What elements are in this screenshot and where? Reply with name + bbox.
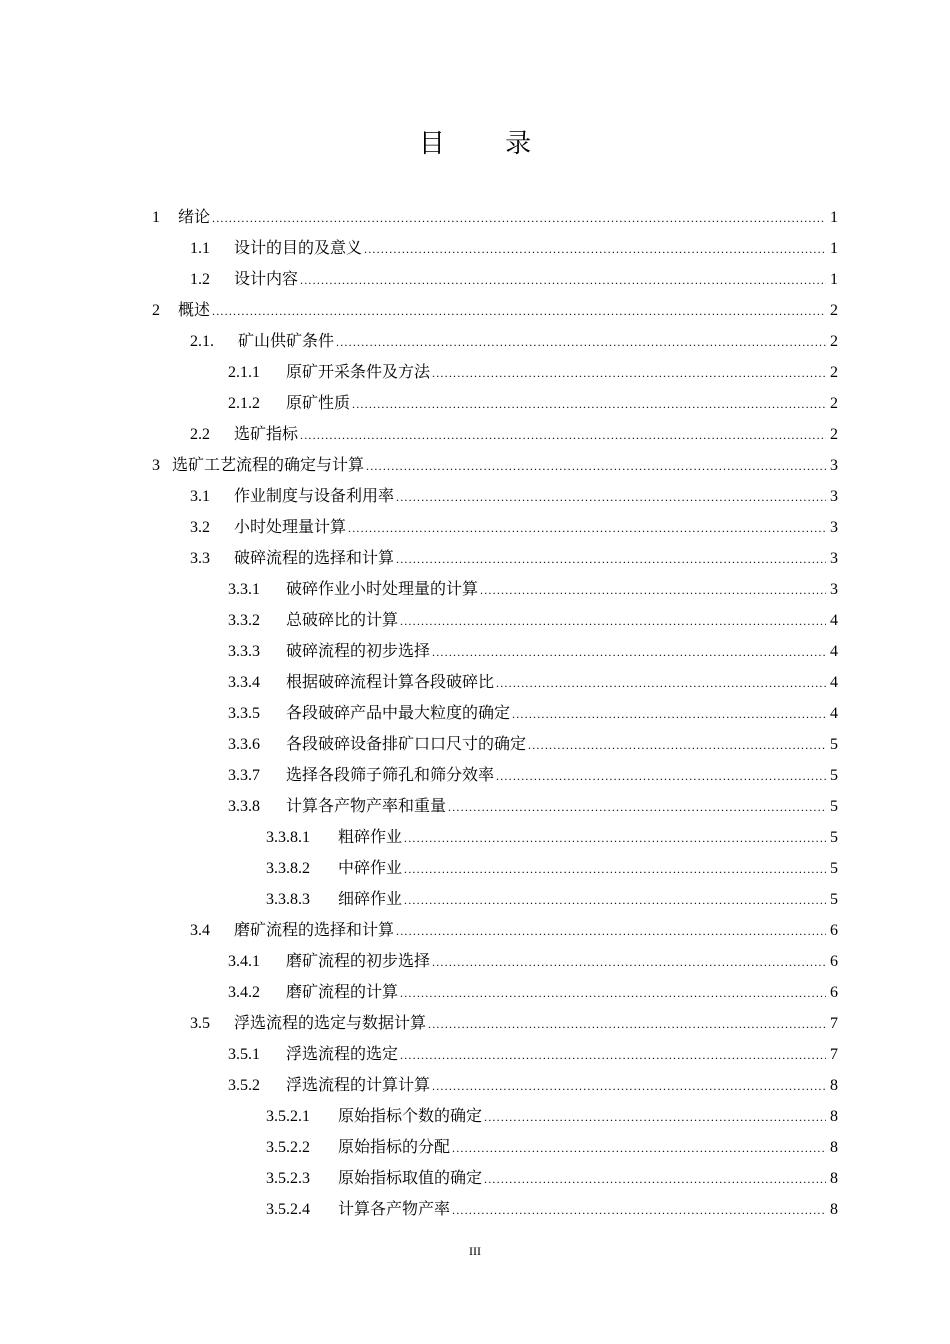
- toc-entry-number: 2.1.1: [228, 364, 260, 381]
- dot-leader: [484, 1164, 826, 1195]
- toc-entry-number: 2.2: [190, 426, 210, 443]
- toc-entry-label: 选择各段筛子筛孔和筛分效率: [286, 765, 495, 784]
- toc-entry[interactable]: [150, 635, 838, 666]
- toc-entry-page: 3: [830, 550, 838, 567]
- toc-entry-number: 3.5.2: [228, 1077, 260, 1094]
- toc-entry-label: 计算各产物产率和重量: [286, 796, 447, 815]
- toc-entry[interactable]: [150, 1193, 838, 1224]
- dot-leader: [432, 637, 826, 668]
- toc-entry-page: 5: [830, 736, 838, 753]
- toc-entry-label: 计算各产物产率: [338, 1199, 451, 1218]
- dot-leader: [428, 1009, 826, 1040]
- toc-entry[interactable]: [150, 356, 838, 387]
- toc-entry-label: 各段破碎产品中最大粒度的确定: [286, 703, 511, 722]
- dot-leader: [432, 1071, 826, 1102]
- toc-entry-page: 5: [830, 829, 838, 846]
- toc-entry[interactable]: [150, 945, 838, 976]
- dot-leader: [512, 699, 826, 730]
- dot-leader: [352, 389, 826, 420]
- toc-entry[interactable]: [150, 1131, 838, 1162]
- dot-leader: [528, 730, 826, 761]
- toc-entry-number: 3.2: [190, 519, 210, 536]
- toc-entry-page: 8: [830, 1201, 838, 1218]
- toc-entry-label: 浮选流程的计算计算: [286, 1075, 431, 1094]
- toc-entry-label: 设计的目的及意义: [234, 238, 363, 257]
- toc-entry-label: 破碎作业小时处理量的计算: [286, 579, 479, 598]
- toc-entry[interactable]: [150, 728, 838, 759]
- toc-entry-label: 原始指标的分配: [338, 1137, 451, 1156]
- toc-entry-page: 4: [830, 612, 838, 629]
- toc-entry-page: 3: [830, 457, 838, 474]
- dot-leader: [348, 513, 826, 544]
- toc-entry-page: 6: [830, 922, 838, 939]
- toc-entry-number: 3.3.8.1: [266, 829, 310, 846]
- toc-entry-number: 2.1.: [190, 333, 214, 350]
- toc-entry-page: 2: [830, 302, 838, 319]
- toc-entry-page: 8: [830, 1139, 838, 1156]
- toc-entry-label: 概述: [178, 300, 211, 319]
- page-title: 目 录: [418, 129, 558, 159]
- table-of-contents: [150, 201, 838, 1224]
- toc-entry-page: 7: [830, 1015, 838, 1032]
- toc-entry-label: 磨矿流程的初步选择: [286, 951, 431, 970]
- dot-leader: [212, 203, 826, 234]
- toc-entry-number: 3.3.8: [228, 798, 260, 815]
- toc-entry-number: 1.2: [190, 271, 210, 288]
- dot-leader: [364, 234, 826, 265]
- toc-entry-number: 1.1: [190, 240, 210, 257]
- dot-leader: [400, 1040, 826, 1071]
- toc-entry-label: 粗碎作业: [338, 827, 403, 846]
- dot-leader: [480, 575, 826, 606]
- dot-leader: [400, 606, 826, 637]
- toc-entry[interactable]: [150, 1100, 838, 1131]
- dot-leader: [404, 885, 826, 916]
- toc-entry-page: 2: [830, 364, 838, 381]
- toc-entry-label: 矿山供矿条件: [238, 331, 335, 350]
- toc-entry-label: 磨矿流程的计算: [286, 982, 399, 1001]
- page-number-footer: III: [469, 1244, 481, 1258]
- toc-entry-label: 绪论: [178, 207, 211, 226]
- toc-entry-label: 破碎流程的初步选择: [286, 641, 431, 660]
- toc-entry[interactable]: [150, 914, 838, 945]
- toc-entry-label: 小时处理量计算: [234, 517, 347, 536]
- toc-entry-number: 3.4.2: [228, 984, 260, 1001]
- toc-entry-number: 3.3.5: [228, 705, 260, 722]
- toc-entry-number: 3.5.1: [228, 1046, 260, 1063]
- toc-entry-page: 6: [830, 984, 838, 1001]
- toc-entry-page: 2: [830, 395, 838, 412]
- dot-leader: [300, 265, 826, 296]
- dot-leader: [366, 451, 826, 482]
- dot-leader: [300, 420, 826, 451]
- toc-entry-page: 2: [830, 333, 838, 350]
- toc-entry-page: 5: [830, 798, 838, 815]
- toc-entry[interactable]: [150, 1162, 838, 1193]
- toc-entry[interactable]: [150, 480, 838, 511]
- toc-entry-page: 7: [830, 1046, 838, 1063]
- toc-entry-label: 原始指标取值的确定: [338, 1168, 483, 1187]
- toc-entry-page: 3: [830, 488, 838, 505]
- dot-leader: [432, 947, 826, 978]
- dot-leader: [336, 327, 826, 358]
- toc-entry[interactable]: [150, 542, 838, 573]
- toc-entry-number: 3.5.2.4: [266, 1201, 310, 1218]
- toc-entry-page: 5: [830, 860, 838, 877]
- dot-leader: [496, 761, 826, 792]
- toc-entry[interactable]: [150, 263, 838, 294]
- toc-entry-label: 破碎流程的选择和计算: [234, 548, 395, 567]
- dot-leader: [396, 482, 826, 513]
- toc-entry-page: 1: [830, 240, 838, 257]
- toc-entry[interactable]: [150, 325, 838, 356]
- toc-entry-number: 1: [152, 209, 160, 226]
- toc-entry-page: 4: [830, 705, 838, 722]
- toc-entry-page: 4: [830, 674, 838, 691]
- toc-entry-label: 选矿工艺流程的确定与计算: [172, 455, 365, 474]
- toc-entry-page: 8: [830, 1170, 838, 1187]
- toc-entry-label: 各段破碎设备排矿口口尺寸的确定: [286, 734, 527, 753]
- toc-entry[interactable]: [150, 418, 838, 449]
- dot-leader: [452, 1133, 826, 1164]
- toc-entry-page: 5: [830, 767, 838, 784]
- dot-leader: [400, 978, 826, 1009]
- toc-entry[interactable]: [150, 790, 838, 821]
- toc-entry[interactable]: [150, 883, 838, 914]
- toc-entry-label: 浮选流程的选定: [286, 1044, 399, 1063]
- toc-entry-label: 作业制度与设备利用率: [234, 486, 395, 505]
- toc-entry-page: 1: [830, 271, 838, 288]
- toc-entry-number: 3: [152, 457, 160, 474]
- toc-entry[interactable]: [150, 666, 838, 697]
- toc-entry-label: 浮选流程的选定与数据计算: [234, 1013, 427, 1032]
- toc-entry-page: 4: [830, 643, 838, 660]
- toc-entry[interactable]: [150, 976, 838, 1007]
- dot-leader: [496, 668, 826, 699]
- toc-entry-page: 3: [830, 519, 838, 536]
- toc-entry-number: 3.3.6: [228, 736, 260, 753]
- dot-leader: [452, 1195, 826, 1226]
- toc-entry-number: 3.5.2.3: [266, 1170, 310, 1187]
- dot-leader: [432, 358, 826, 389]
- toc-entry[interactable]: [150, 852, 838, 883]
- toc-entry-label: 原矿开采条件及方法: [286, 362, 431, 381]
- toc-entry-number: 3.3.3: [228, 643, 260, 660]
- toc-entry[interactable]: [150, 201, 838, 232]
- toc-entry-number: 3.5.2.1: [266, 1108, 310, 1125]
- toc-entry[interactable]: [150, 573, 838, 604]
- toc-entry-label: 原矿性质: [286, 393, 351, 412]
- dot-leader: [396, 544, 826, 575]
- toc-entry-label: 磨矿流程的选择和计算: [234, 920, 395, 939]
- toc-entry-label: 根据破碎流程计算各段破碎比: [286, 672, 495, 691]
- toc-entry-label: 细碎作业: [338, 889, 403, 908]
- toc-entry-label: 设计内容: [234, 269, 299, 288]
- toc-entry[interactable]: [150, 759, 838, 790]
- toc-entry[interactable]: [150, 604, 838, 635]
- toc-entry-number: 3.4.1: [228, 953, 260, 970]
- toc-entry-number: 2.1.2: [228, 395, 260, 412]
- toc-entry-number: 3.3.1: [228, 581, 260, 598]
- toc-entry-number: 3.3.2: [228, 612, 260, 629]
- toc-entry[interactable]: [150, 821, 838, 852]
- toc-entry[interactable]: [150, 449, 838, 480]
- toc-entry-label: 原始指标个数的确定: [338, 1106, 483, 1125]
- toc-entry-label: 选矿指标: [234, 424, 299, 443]
- toc-entry[interactable]: [150, 1007, 838, 1038]
- dot-leader: [396, 916, 826, 947]
- toc-entry-page: 3: [830, 581, 838, 598]
- toc-entry-number: 3.3: [190, 550, 210, 567]
- toc-entry-page: 1: [830, 209, 838, 226]
- toc-entry[interactable]: [150, 1069, 838, 1100]
- toc-entry-label: 总破碎比的计算: [286, 610, 399, 629]
- toc-entry[interactable]: [150, 697, 838, 728]
- toc-entry-number: 3.3.4: [228, 674, 260, 691]
- toc-entry-label: 中碎作业: [338, 858, 403, 877]
- toc-entry-page: 8: [830, 1108, 838, 1125]
- toc-entry-number: 3.1: [190, 488, 210, 505]
- toc-entry[interactable]: [150, 511, 838, 542]
- dot-leader: [212, 296, 826, 327]
- toc-entry-number: 3.3.7: [228, 767, 260, 784]
- toc-entry-page: 5: [830, 891, 838, 908]
- toc-entry-page: 2: [830, 426, 838, 443]
- toc-entry-page: 8: [830, 1077, 838, 1094]
- dot-leader: [404, 823, 826, 854]
- toc-entry[interactable]: [150, 294, 838, 325]
- toc-entry[interactable]: [150, 1038, 838, 1069]
- toc-entry-number: 3.3.8.2: [266, 860, 310, 877]
- toc-entry-number: 3.5: [190, 1015, 210, 1032]
- dot-leader: [404, 854, 826, 885]
- dot-leader: [484, 1102, 826, 1133]
- toc-entry-number: 3.4: [190, 922, 210, 939]
- toc-entry-number: 2: [152, 302, 160, 319]
- toc-entry-number: 3.3.8.3: [266, 891, 310, 908]
- toc-entry[interactable]: [150, 232, 838, 263]
- toc-entry-page: 6: [830, 953, 838, 970]
- toc-entry[interactable]: [150, 387, 838, 418]
- toc-entry-number: 3.5.2.2: [266, 1139, 310, 1156]
- dot-leader: [448, 792, 826, 823]
